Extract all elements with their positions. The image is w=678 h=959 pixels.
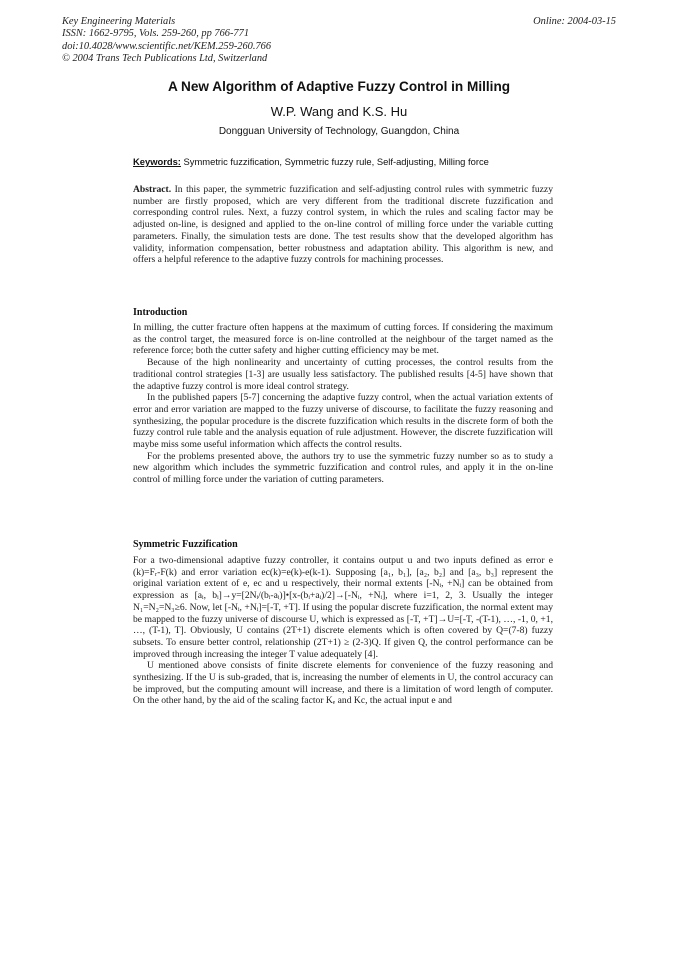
issn-line: ISSN: 1662-9795, Vols. 259-260, pp 766-771 <box>62 28 250 40</box>
authors: W.P. Wang and K.S. Hu <box>270 104 408 119</box>
paper-title: A New Algorithm of Adaptive Fuzzy Control in Milling <box>167 79 511 94</box>
symmetric-fuzzification-heading: Symmetric Fuzzification <box>133 539 238 550</box>
keywords-line <box>133 156 489 167</box>
intro-paragraph-1: In milling, the cutter fracture often happens at the maximum of cutting forces. If considering the maximum as the control target, the measured force is on-line controlled at the neighbour of the target named as the reference force; both the cutter safety and higher cutting efficiency may be met. <box>133 322 553 357</box>
affiliation: Dongguan University of Technology, Guangdon, China <box>218 126 460 137</box>
abstract <box>133 184 553 266</box>
online-date: Online: 2004-03-15 <box>533 16 616 27</box>
intro-paragraph-2: Because of the high nonlinearity and uncertainty of cutting processes, the control results from the traditional control strategies [1-3] are usually less satisfactory. The published results [4-5] have shown that the adaptive fuzzy control is more ideal control strategy. <box>133 357 553 392</box>
abstract-text: In this paper, the symmetric fuzzification and self-adjusting control rules with symmetric fuzzy number are firstly proposed, which are very different from the traditional discrete fuzzification and corresponding control rules. Next, a fuzzy control system, in which the rules and scaling factor may be adjusted on-line, is designed and applied to the on-line control of milling force under the variable cutting parameters. Finally, the simulation tests are done. The test results show that the developed algorithm has validity, information compensation, better robustness and adaptation ability. This algorithm is new, and offers a helpful reference to the adaptive fuzzy controls for machining processes. <box>133 184 553 266</box>
journal-header <box>62 16 271 66</box>
doi-line: doi:10.4028/www.scientific.net/KEM.259-260.766 <box>62 40 272 52</box>
sf-paragraph-2: U mentioned above consists of finite discrete elements for convenience of the fuzzy reasoning and synthesizing. If the U is sub-graded, that is, increasing the number of elements in U, the control accuracy can be improved, but the computing amount will increase, and there is a limitation of word length of computer. On the other hand, by the aid of the scaling factor Kₑ and Kc, the actual input e and <box>133 660 553 707</box>
abstract-label: Abstract. <box>133 184 172 195</box>
keywords-text: Symmetric fuzzification, Symmetric fuzzy rule, Self-adjusting, Milling force <box>183 156 489 167</box>
intro-paragraph-3: In the published papers [5-7] concerning the adaptive fuzzy control, when the actual variation extents of error and error variation are mapped to the fuzzy universe of discourse, to facilitate the fuzzy reasoning and synthesizing, the popular procedure is the discrete fuzzification which results in the discrete form of both the fuzzy control rule table and the analysis equation of rule adjustment. However, the discrete fuzzification will maybe miss some useful information which affects the control results. <box>133 392 553 451</box>
copyright-line: © 2004 Trans Tech Publications Ltd, Switzerland <box>62 53 268 65</box>
symmetric-fuzzification-body <box>133 555 553 707</box>
introduction-body <box>133 322 553 486</box>
sf-paragraph-1: For a two-dimensional adaptive fuzzy controller, it contains output u and two inputs defined as error e (k)=Fᵣ-F(k) and error variation ec(k)=e(k)-e(k-1). Supposing [a₁, b₁], [a₂, b₂] and [a₃, b₃] represent the original variation extent of e, ec and u respectively, their normal extents [-Nᵢ, +Nᵢ] can be obtained from expression as [aᵢ, bᵢ]→y=[2Nᵢ/(bᵢ-aᵢ)]•[x-(bᵢ+aᵢ)/2]→[-Nᵢ, +Nᵢ], where i=1, 2, 3. Usually the integer N₁=N₂=N₃≥6. Now, let [-Nᵢ, +Nᵢ]=[-T, +T]. If using the popular discrete fuzzification, the normal extent may be mapped to the fuzzy universe of discourse U, which is expressed as [-T, +T]→U=[-T, -(T-1), …, -1, 0, +1, …, (T-1), T]. Obviously, U contains (2T+1) discrete elements which is often covered by Q=(7-8) fuzzy subsets. To ensure better control, relationship (2T+1) ≥ (2-3)Q. If given Q, the control performance can be improved through increasing the integer T value adequately [4]. <box>133 555 553 660</box>
journal-name: Key Engineering Materials <box>62 16 176 27</box>
intro-paragraph-4: For the problems presented above, the authors try to use the symmetric fuzzy number so as to study a new algorithm which includes the symmetric fuzzification and control rules, and apply it in the on-line control of milling force under the variation of cutting parameters. <box>133 450 553 486</box>
introduction-heading: Introduction <box>133 307 188 318</box>
keywords-label: Keywords: <box>133 156 181 167</box>
